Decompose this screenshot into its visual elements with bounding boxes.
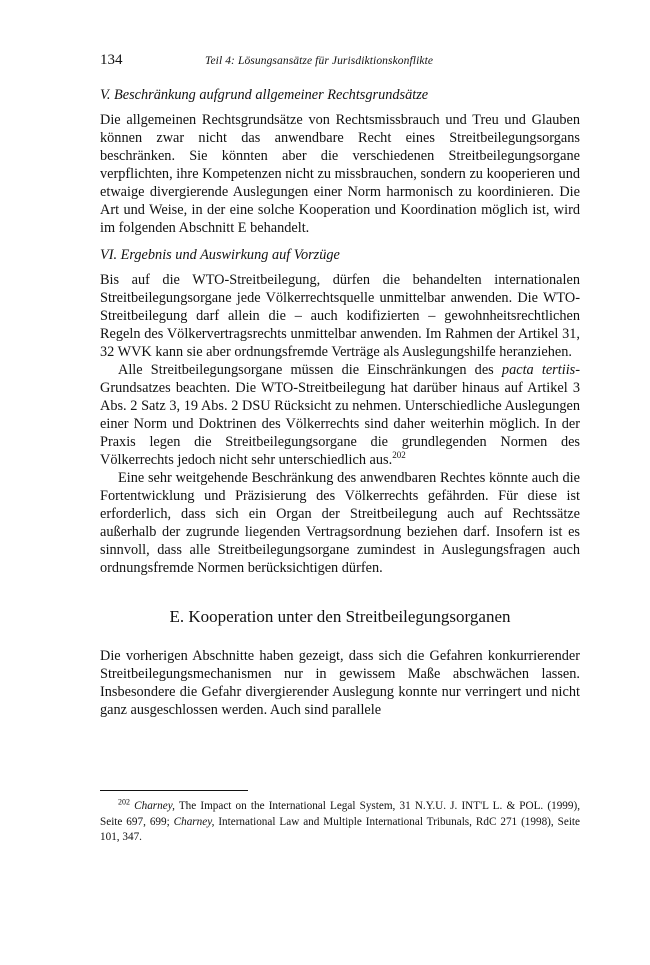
section-vi-heading: VI. Ergebnis und Auswirkung auf Vorzüge: [100, 247, 340, 263]
footnote-citation-2: International Law and Multiple International Tribunals, RdC 271 (1998), Seite 101, 347.: [100, 815, 580, 843]
section-e-paragraph: Die vorherigen Abschnitte haben gezeigt, dass sich die Gefahren konkurrierender Streitbeilegungsmechanismen nur in gewissem Maße abschwächen lassen. Insbesondere die Gefahr divergierender Auslegung konnte nur verringert und nicht ganz ausgeschlossen werden. Auch sind parallele: [100, 648, 580, 718]
running-head: Teil 4: Lösungsansätze für Jurisdiktionskonflikte: [205, 55, 434, 67]
footnote-reference-202[interactable]: 202: [392, 450, 406, 461]
section-vi-paragraph-3: Eine sehr weitgehende Beschränkung des anwendbaren Rechtes könnte auch die Fortentwicklung und Präzisierung des Völkerrechts gefährden. Für diese ist erforderlich, dass sich ein Organ der Streitbeilegung auch auf Rechtssätze außerhalb der zugrunde liegenden Vertragsordnung beziehen darf. Insofern ist es sinnvoll, dass alle Streitbeilegungsorgane zumindest in Auslegungsfragen auch ordnungsfremde Normen berücksichtigen dürfen.: [100, 470, 580, 576]
footnote-citation-1: The Impact on the International Legal System, 31 N.Y.U. J. INT'L L. & POL. (1999), Seite 697, 699;: [100, 800, 580, 828]
pacta-tertiis-term: pacta tertiis: [501, 362, 576, 378]
section-vi-paragraph-2: [100, 361, 580, 469]
section-e-heading: E. Kooperation unter den Streitbeilegungsorganen: [169, 607, 511, 626]
section-v-heading: V. Beschränkung aufgrund allgemeiner Rechtsgrundsätze: [100, 87, 429, 103]
footnote-author-2: Charney,: [173, 815, 215, 828]
footnote-area: [100, 790, 580, 846]
main-text: [100, 86, 580, 719]
page-header: [100, 52, 580, 74]
section-vi-paragraph-1: Bis auf die WTO-Streitbeilegung, dürfen die behandelten internationalen Streitbeilegungsorgane jede Völkerrechtsquelle unmittelbar anwenden. Die WTO-Streitbeilegung darf allein die – auch kodifizierten – gewohnheitsrechtlichen Regeln des Völkervertragsrechts unmittelbar anwenden. Im Rahmen der Artikel 31, 32 WVK kann sie aber ordnungsfremde Verträge als Auslegungshilfe heranziehen.: [100, 272, 580, 360]
paragraph-2-text-start: Alle Streitbeilegungsorgane müssen die Einschränkungen des: [118, 362, 502, 378]
footnote-author-1: Charney,: [134, 800, 175, 812]
section-v-paragraph: Die allgemeinen Rechtsgrundsätze von Rechtsmissbrauch und Treu und Glauben können zwar nicht das anwendbare Recht eines Streitbeilegungsorgans beschränken. Sie könnten aber die verschiedenen Streitbeilegungsorgane verpflichten, ihre Kompetenzen nicht zu missbrauchen, sondern zu kooperieren und etwaige divergierende Auslegungen einer Norm harmonisch zu koordinieren. Die Art und Weise, in der eine solche Kooperation und Koordination möglich ist, wird im folgenden Abschnitt E behandelt.: [100, 112, 580, 236]
page-number: 134: [100, 52, 123, 68]
paragraph-2-text-end: -Grundsatzes beachten. Die WTO-Streitbeilegung hat darüber hinaus auf Artikel 3 Abs. 2 Satz 3, 19 Abs. 2 DSU Rücksicht zu nehmen. Unterschiedliche Auslegungen einer Norm und Doktrinen des Völkerrechts sind daher weiterhin möglich. In der Praxis legen die Streitbeilegungsorgane die grundlegenden Normen des Völkerrechts jedoch nicht sehr unterschiedlich aus.: [100, 362, 580, 468]
footnote-marker: 202: [118, 797, 130, 807]
footnote-divider: [100, 790, 248, 791]
footnote-202: [100, 799, 580, 846]
